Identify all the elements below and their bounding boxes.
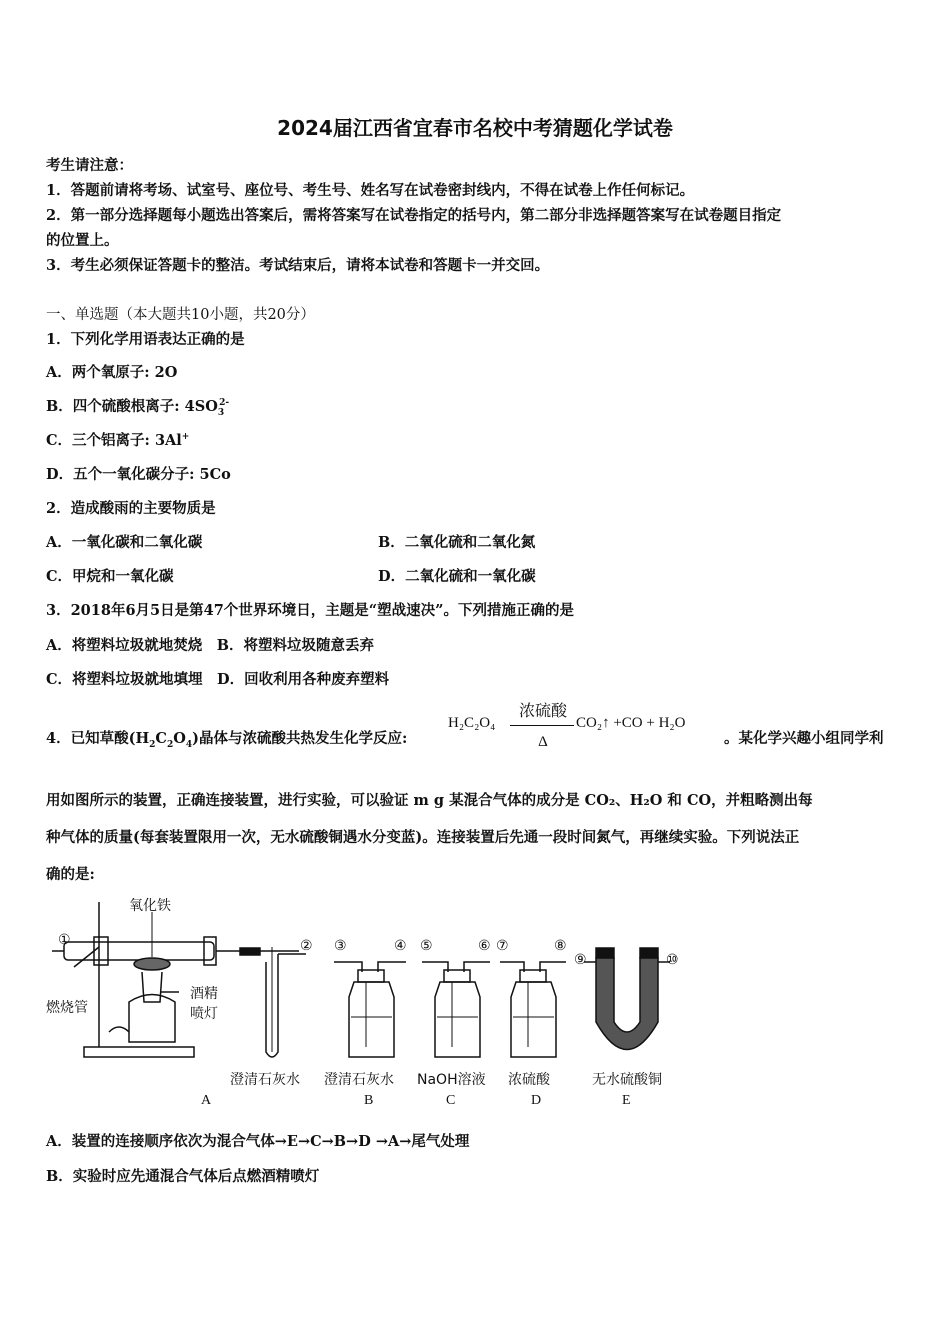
- label-lamp-1: 酒精: [190, 986, 218, 1002]
- q1-option-c-text: C．三个铝离子: 3Al: [46, 432, 182, 449]
- q2-option-d: D．二氧化硫和一氧化碳: [378, 568, 536, 585]
- stand-base: [84, 1047, 194, 1057]
- q1-option-d: D．五个一氧化碳分子: 5Co: [46, 466, 231, 483]
- tube-stopper-left: [94, 937, 108, 965]
- q2-stem: 2．造成酸雨的主要物质是: [46, 500, 216, 517]
- apparatus-b: [334, 962, 406, 1057]
- section-heading: 一、单选题（本大题共10小题，共20分）: [46, 307, 315, 323]
- q4-option-a: A．装置的连接顺序依次为混合气体→E→C→B→D →A→尾气处理: [46, 1133, 470, 1150]
- u-tube-body: [596, 958, 658, 1050]
- label-lamp-2: 喷灯: [190, 1006, 218, 1022]
- letter-d: D: [531, 1093, 542, 1108]
- notice-heading: 考生请注意：: [46, 157, 133, 174]
- q4-sub-c: 2: [166, 739, 174, 750]
- rubber-connector: [240, 948, 260, 955]
- port-9: ⑨: [574, 953, 587, 968]
- q3-stem: 3．2018年6月5日是第47个世界环境日，主题是“塑战速决”。下列措施正确的是: [46, 602, 574, 619]
- port-5: ⑤: [420, 939, 433, 954]
- reagent-c: NaOH溶液: [417, 1072, 486, 1088]
- reaction-equation: [448, 698, 728, 758]
- q1-option-a: A．两个氧原子: 2O: [46, 364, 178, 381]
- lamp-handle: [109, 1027, 129, 1032]
- bottle-d-body: [511, 982, 556, 1057]
- q4-stem-end: )晶体与浓硫酸共热发生化学反应:: [192, 730, 408, 747]
- port-6: ⑥: [478, 939, 491, 954]
- equation-reactant: H₂C₂O₄: [448, 715, 496, 731]
- q4-stem-c: C: [155, 730, 167, 747]
- port-1: ①: [58, 933, 71, 948]
- q3-options-ab: A．将塑料垃圾就地焚烧 B．将塑料垃圾随意丢弃: [46, 637, 375, 654]
- reagent-b: 澄清石灰水: [324, 1072, 394, 1088]
- page-title: 2024届江西省宜春市名校中考猜题化学试卷: [277, 116, 673, 140]
- port-10: ⑩: [666, 953, 679, 968]
- q1-option-b-text: B．四个硫酸根离子: 4SO: [46, 398, 218, 415]
- label-tube: 燃烧管: [46, 1000, 88, 1016]
- reagent-d: 浓硫酸: [508, 1072, 550, 1088]
- port-7: ⑦: [496, 939, 509, 954]
- q4-stem-o: O: [173, 730, 186, 747]
- equation-condition: 浓硫酸: [518, 703, 567, 720]
- label-iron-oxide: 氧化铁: [129, 898, 171, 914]
- equation-heat: Δ: [538, 734, 548, 750]
- apparatus-c: [422, 962, 490, 1057]
- q4-option-b: B．实验时应先通混合气体后点燃酒精喷灯: [46, 1168, 320, 1185]
- q4-stem: [46, 727, 407, 750]
- q4-stem-tail: 。某化学兴趣小组同学利: [724, 730, 884, 747]
- q4-line-3: 种气体的质量(每套装置限用一次，无水硫酸铜遇水分变蓝)。连接装置后先通一段时间氮气，再继续实验。下列说法正: [46, 829, 800, 846]
- letter-e: E: [622, 1093, 631, 1108]
- bottle-c-body: [435, 982, 480, 1057]
- bottle-b-body: [349, 982, 394, 1057]
- equation-arrow-bar: [510, 725, 574, 726]
- q2-option-b: B．二氧化硫和二氧化氮: [378, 534, 536, 551]
- apparatus-e: [584, 948, 670, 1050]
- apparatus-d: [500, 962, 566, 1057]
- q1-option-c-sup: +: [181, 432, 190, 443]
- letter-c: C: [446, 1093, 456, 1108]
- letter-a: A: [201, 1093, 212, 1108]
- iron-oxide-powder: [134, 958, 170, 970]
- apparatus-diagram: [44, 892, 694, 1112]
- notice-item-2-cont: 的位置上。: [46, 232, 119, 249]
- q2-option-a: A．一氧化碳和二氧化碳: [46, 534, 203, 551]
- port-3: ③: [334, 939, 347, 954]
- reagent-e: 无水硫酸铜: [592, 1072, 662, 1088]
- port-8: ⑧: [554, 939, 567, 954]
- q1-option-b: [46, 395, 229, 418]
- q4-sub-h: 2: [149, 739, 156, 750]
- port-2: ②: [300, 939, 313, 954]
- u-tube-stopper-left: [596, 948, 614, 958]
- notice-item-3: 3．考生必须保证答题卡的整洁。考试结束后，请将本试卷和答题卡一并交回。: [46, 257, 550, 274]
- q1-option-b-sup: 2-: [219, 398, 230, 409]
- reagent-a: 澄清石灰水: [230, 1072, 300, 1088]
- stand-clamp-line: [74, 947, 99, 967]
- apparatus-svg: [44, 892, 694, 1112]
- q4-line-4: 确的是:: [46, 866, 95, 883]
- apparatus-a: [52, 902, 299, 1057]
- q2-option-c: C．甲烷和一氧化碳: [46, 568, 174, 585]
- letter-b: B: [364, 1093, 374, 1108]
- equation-products: CO₂↑ +CO + H₂O: [576, 715, 686, 731]
- q1-option-c: [46, 429, 189, 450]
- apparatus-a-test-tube: [266, 947, 306, 1057]
- lamp-neck: [142, 972, 162, 1002]
- port-4: ④: [394, 939, 407, 954]
- q3-options-cd: C．将塑料垃圾就地填埋 D．回收利用各种废弃塑料: [46, 671, 390, 688]
- q4-line-2: 用如图所示的装置，正确连接装置，进行实验，可以验证 m g 某混合气体的成分是 CO₂、H₂O 和 CO，并粗略测出每: [46, 792, 813, 809]
- q4-sub-o: 4: [185, 739, 193, 750]
- q4-stem-start: 4．已知草酸(H: [46, 730, 150, 747]
- notice-item-2: 2．第一部分选择题每小题选出答案后，需将答案写在试卷指定的括号内，第二部分非选择题答案写在试卷题目指定: [46, 207, 782, 224]
- u-tube-stopper-right: [640, 948, 658, 958]
- notice-item-1: 1．答题前请将考场、试室号、座位号、考生号、姓名写在试卷密封线内，不得在试卷上作任何标记。: [46, 182, 695, 199]
- q1-option-b-sub: 3: [217, 407, 225, 418]
- q1-stem: 1．下列化学用语表达正确的是: [46, 331, 245, 348]
